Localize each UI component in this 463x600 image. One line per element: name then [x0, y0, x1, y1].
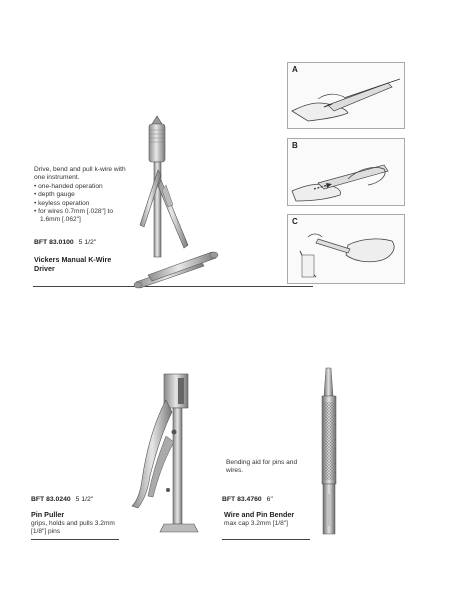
product3-aid-text: Bending aid for pins and wires.	[226, 459, 298, 475]
wire-bender-image	[314, 366, 344, 538]
product2-size: 5 1/2"	[75, 496, 94, 503]
product3-code-line	[222, 496, 273, 503]
feature-item: • keyless operation	[34, 199, 90, 207]
product2-code-line	[31, 496, 93, 503]
product2-description: grips, holds and pulls 3.2mm [1/8"] pins	[31, 520, 115, 535]
panel-letter-b: B	[292, 141, 298, 150]
feature-item: • one-handed operation	[34, 182, 103, 190]
panel-letter-a: A	[292, 65, 298, 74]
panel-letter-c: C	[292, 217, 298, 226]
product1-description-block	[34, 166, 134, 225]
product3-name: Wire and Pin Bender	[224, 510, 295, 519]
product1-description: Drive, bend and pull k-wire with one instrument.	[34, 166, 126, 182]
product1-size: 5 1/2"	[78, 239, 97, 246]
product3-description: max cap 3.2mm [1/8"]	[224, 520, 288, 527]
product2-code: BFT 83.0240	[31, 496, 71, 503]
feature-item: • for wires 0.7mm [.028"] to 1.6mm [.062"]	[34, 208, 114, 224]
hand-bend-wire-image	[288, 215, 404, 283]
illustration-panel-a	[287, 62, 405, 129]
product2-divider	[31, 539, 119, 540]
product1-code-line	[34, 239, 96, 246]
hand-insert-wire-image	[288, 63, 404, 128]
hand-drive-wire-image	[288, 139, 404, 205]
product1-code: BFT 83.0100	[34, 239, 74, 246]
illustration-panel-c	[287, 214, 405, 284]
product1-feature-list	[34, 183, 134, 225]
feature-item: • depth gauge	[34, 191, 75, 199]
product2-name: Pin Puller	[31, 510, 65, 519]
product3-code: BFT 83.4760	[222, 496, 262, 503]
product3-divider	[222, 539, 310, 540]
product1-name: Vickers Manual K-Wire Driver	[34, 255, 112, 273]
illustration-panel-b	[287, 138, 405, 206]
product3-size: 6"	[266, 496, 273, 503]
kwire-driver-image	[128, 110, 228, 295]
pin-puller-image	[128, 372, 210, 538]
